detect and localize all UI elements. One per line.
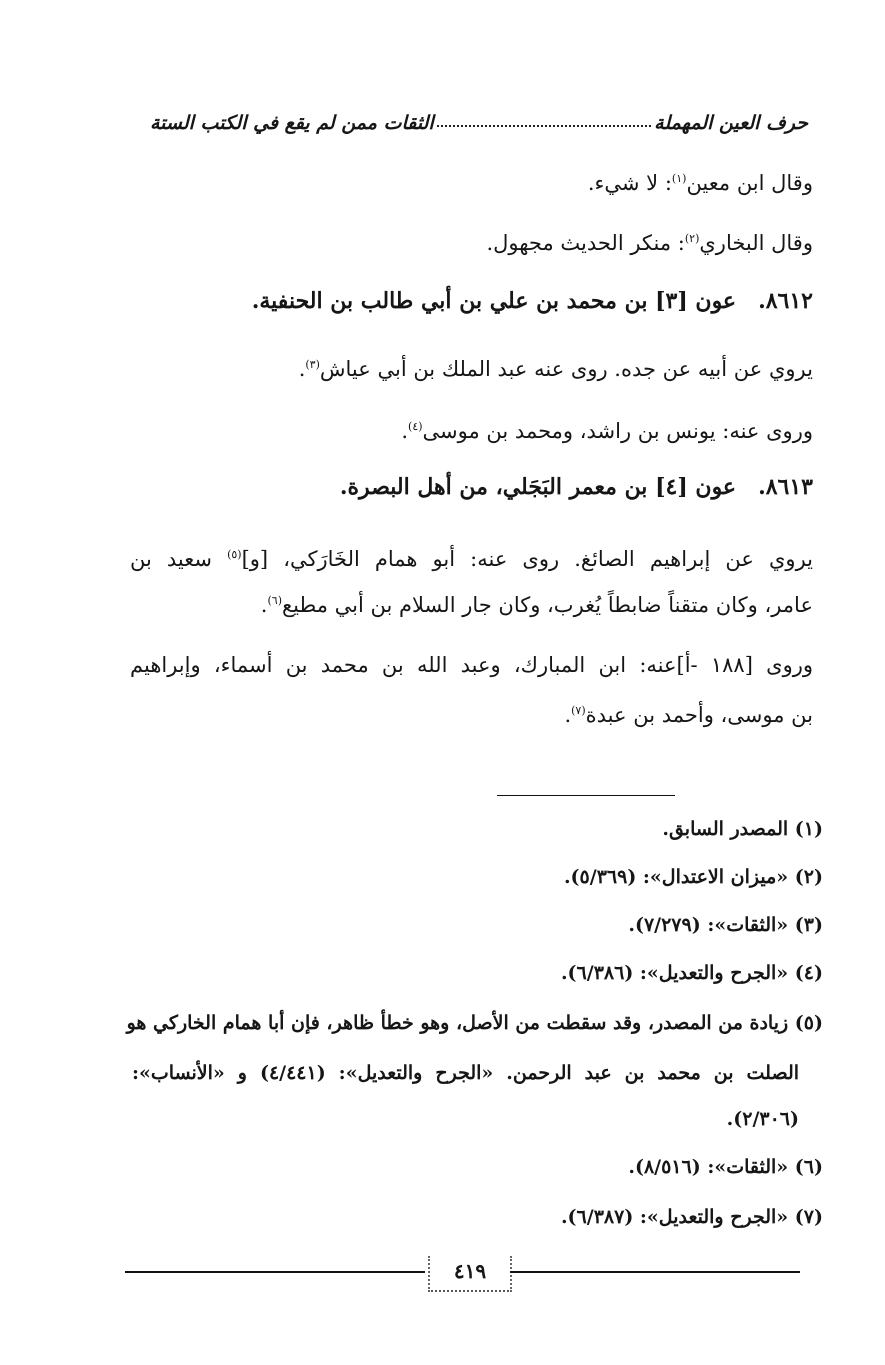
header-dot-leader — [437, 125, 651, 127]
entry-number: ٨٦١٢. — [758, 288, 813, 314]
footnote-ref: (٣) — [305, 358, 320, 371]
footnote-ref: (٥) — [227, 548, 242, 561]
entry-title: عون [٣] بن محمد بن علي بن أبي طالب بن الحنفية. — [251, 288, 737, 314]
footnote-ref: (٤) — [408, 420, 423, 433]
text-line: وروى [١٨٨ -أ]عنه: ابن المبارك، وعبد الله بن محمد بن أسماء، وإبراهيم — [130, 653, 813, 677]
footnote-divider — [497, 795, 675, 796]
footnote-6: (٦) «الثقات»: (٨/٥١٦). — [628, 1156, 823, 1178]
text-line: يروي عن أبيه عن جده. روى عنه عبد الملك بن أبي عياش$^{(٣)}$. — [298, 357, 813, 381]
header-chapter-title: حرف العين المهملة — [654, 112, 808, 134]
footnote-1: (١) المصدر السابق. — [662, 818, 823, 840]
text-line: وروى عنه: يونس بن راشد، ومحمد بن موسى$^{(٤)}$. — [401, 419, 813, 443]
text-line: عامر، وكان متقناً ضابطاً يُغرب، وكان جار السلام بن أبي مطيع$^{(٦)}$. — [260, 593, 813, 617]
running-header — [150, 100, 808, 134]
footnote-ref: (١) — [671, 172, 687, 185]
text-line-bukhari: وقال البخاري$^{(٢)}$: منكر الحديث مجهول. — [486, 231, 813, 255]
text-line: بن موسى، وأحمد بن عبدة$^{(٧)}$. — [564, 703, 813, 727]
page-number: ٤١٩ — [428, 1256, 512, 1292]
entry-heading-8613 — [340, 470, 813, 504]
text-line: يروي عن إبراهيم الصائغ. روى عنه: أبو همام الخَارَكي، [و]$^{(٥)}$ سعيد بن — [130, 547, 814, 571]
footnote-2: (٢) «ميزان الاعتدال»: (٥/٣٦٩). — [563, 866, 823, 888]
text-line-ibn-maeen: وقال ابن معين$^{(١)}$: لا شيء. — [587, 171, 813, 195]
footnote-ref: (٦) — [267, 594, 282, 607]
header-book-title: الثقات ممن لم يقع في الكتب الستة — [150, 112, 434, 134]
footnote-5-end: (٢/٣٠٦). — [726, 1108, 799, 1130]
entry-title: عون [٤] بن معمر البَجَلي، من أهل البصرة. — [339, 474, 737, 500]
entry-heading-8612 — [252, 284, 813, 318]
footnote-3: (٣) «الثقات»: (٧/٢٧٩). — [628, 914, 823, 936]
footnote-7: (٧) «الجرح والتعديل»: (٦/٣٨٧). — [560, 1206, 823, 1228]
page-number-rule-right — [510, 1271, 800, 1273]
page-number-rule-left — [125, 1271, 425, 1273]
footnote-ref: (٧) — [571, 704, 586, 717]
footnote-5-continued: الصلت بن محمد بن عبد الرحمن. «الجرح والتعديل»: (٤/٤٤١) و «الأنساب»: — [132, 1062, 800, 1084]
footnote-4: (٤) «الجرح والتعديل»: (٦/٣٨٦). — [560, 962, 823, 984]
footnote-ref: (٢) — [684, 232, 700, 245]
entry-number: ٨٦١٣. — [758, 474, 813, 500]
footnote-5: (٥) زيادة من المصدر، وقد سقطت من الأصل، وهو خطأ ظاهر، فإن أبا همام الخاركي هو — [126, 1012, 823, 1034]
